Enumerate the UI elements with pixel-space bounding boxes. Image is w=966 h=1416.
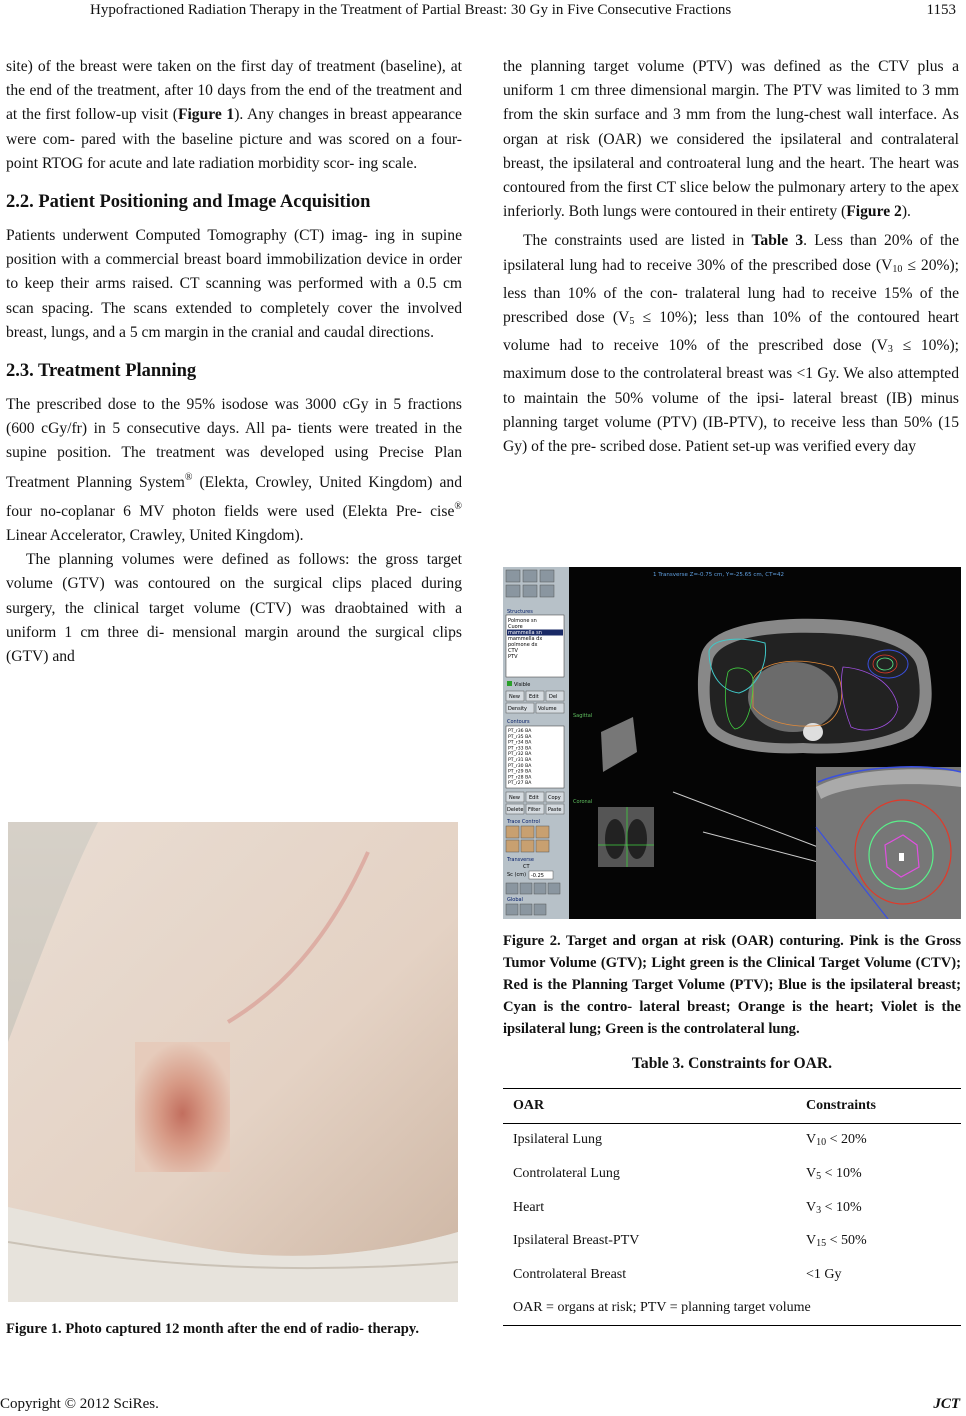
svg-text:Density: Density: [508, 706, 528, 712]
constraints-table: [503, 1088, 961, 1326]
table-row: [503, 1224, 961, 1258]
contour-item: PT_r35 BA: [508, 734, 532, 740]
svg-text:mammella dx: mammella dx: [508, 636, 543, 642]
paragraph: The constraints used are listed in Table 3. Less than 20% of the ipsilateral lung had to receive 30% of the prescribed dose $(V_{10} \le 20\%)$; less than 10% of the con- tralateral lung had to receive 15% of the prescribed dose $(V_5 \le 10\%)$; less than 10% of the contoured heart volume had to receive 10% of the prescribed dose $(V_3 \le 10\%)$; maximum dose to the controlateral breast was <1 Gy. We also attempted to maintain the 50% volume of the ipsi- lateral breast (IB) minus planning target volume (PTV) (IB-PTV), to receive less than 50% (15 Gy) of the pre- scribed dose. Patient set-up was verified every day: [503, 232, 960, 456]
paragraph: The prescribed dose to the 95% isodose was 3000 cGy in 5 fractions (600 cGy/fr) in 5 consecutive days. All pa- tients were treated in the supine position. The treatment was developed using Precise Plan Treatment Planning System® (Elekta, Crowley, United Kingdom) and four no-coplanar 6 MV photon fields were used (Elekta Pre- cise® Linear Accelerator, Crawley, United Kingdom).: [6, 396, 462, 545]
skin-photo-image: [8, 822, 458, 1302]
svg-text:Cuore: Cuore: [508, 624, 523, 630]
svg-text:Volume: Volume: [538, 706, 557, 712]
svg-text:Paste: Paste: [548, 807, 562, 813]
table-header-row: [503, 1089, 961, 1124]
contour-item: PT_r33 BA: [508, 746, 532, 752]
paragraph: site) of the breast were taken on the first day of treatment (baseline), at the end of the treatment, after 10 days from the end of the treatment and at the first follow-up visit (Figure 1). Any changes in breast appearance were com- pared with the baseline picture and was scored on a four- point RTOG for acute and late radiation morbidity scor- ing scale.: [6, 58, 462, 172]
figure-reference[interactable]: Figure 1: [177, 106, 235, 124]
svg-text:CTV: CTV: [508, 648, 518, 654]
svg-text:polmone dx: polmone dx: [508, 642, 538, 648]
table-reference[interactable]: Table 3: [751, 232, 804, 250]
paragraph: the planning target volume (PTV) was defined as the CTV plus a uniform 1 cm three dimensional margin. The PTV was limited to 3 mm from the skin surface and 3 mm from the lung-chest wall interface. As organ at risk (OAR) we considered the ipsilateral and contralateral breast, the ipsilateral and controateral lung and the heart. The heart was contoured from the first CT slice below the pulmonary artery to the apex inferiorly. Both lungs were contoured in their entirety (Figure 2).: [503, 58, 959, 221]
svg-text:Edit: Edit: [529, 795, 539, 801]
cell-constraint: $V_5 < 10\%$: [806, 1165, 862, 1182]
cell-constraint: <1 Gy: [806, 1266, 842, 1282]
coronal-view: [598, 807, 654, 867]
right-column: [503, 55, 959, 459]
svg-text:New: New: [509, 795, 520, 801]
table-row: [503, 1258, 961, 1292]
sagittal-label: Sagittal: [573, 713, 593, 719]
copyright: Copyright © 2012 SciRes.: [0, 1396, 159, 1412]
svg-text:New: New: [509, 694, 520, 700]
paragraph: The planning volumes were defined as follows: the gross target volume (GTV) was contoured on the surgical clips placed during surgery, the clinical target volume (CTV) was draobtained with a uniform 1 cm three di- mensional margin around the surgical clips (GTV) and: [6, 551, 462, 666]
planning-software-image: [503, 567, 961, 919]
sidebar-structures-label: Structures: [507, 609, 533, 615]
cell-oar: Controlateral Lung: [513, 1165, 620, 1181]
svg-text:Filter: Filter: [528, 807, 541, 813]
figure-1-caption: Figure 1. Photo captured 12 month after the end of radio- therapy.: [6, 1321, 420, 1337]
left-column: [6, 55, 462, 669]
running-title: Hypofractioned Radiation Therapy in the Treatment of Partial Breast: 30 Gy in Five Consecutive Fractions: [90, 2, 732, 18]
section-heading-2-2: 2.2. Patient Positioning and Image Acquisition: [6, 192, 371, 213]
svg-text:Del: Del: [549, 694, 558, 700]
cell-oar: Ipsilateral Lung: [513, 1132, 603, 1148]
svg-text:Sc (cm): Sc (cm): [507, 872, 527, 878]
coronal-label: Coronal: [573, 799, 593, 805]
svg-text:mammella sn: mammella sn: [508, 630, 542, 636]
cell-constraint: $V_{15} < 50\%$: [806, 1233, 867, 1250]
contour-item: PT_r34 BA: [508, 740, 532, 746]
section-heading-2-3: 2.3. Treatment Planning: [6, 361, 197, 382]
cell-oar: Controlateral Breast: [513, 1266, 627, 1282]
table-row: [503, 1123, 961, 1157]
running-header: [0, 0, 966, 30]
contour-item: PT_r36 BA: [508, 729, 532, 734]
cell-constraint: $V_{10} < 20\%$: [806, 1132, 867, 1149]
table-footnote: OAR = organs at risk; PTV = planning target volume: [513, 1300, 811, 1316]
figure-reference[interactable]: Figure 2: [846, 203, 902, 221]
page-number: 1153: [926, 2, 956, 18]
svg-text:Edit: Edit: [529, 694, 539, 700]
cell-oar: Ipsilateral Breast-PTV: [513, 1233, 640, 1249]
svg-text:PTV: PTV: [508, 654, 518, 660]
table-3-title: Table 3. Constraints for OAR.: [631, 1055, 833, 1072]
svg-text:Polmone sn: Polmone sn: [508, 618, 537, 624]
ct-axial-slice: [698, 619, 932, 754]
paragraph: Patients underwent Computed Tomography (CT) imag- ing in supine position with a commercial breast board immobilization device in order to keep their arms raised. CT scanning was performed with a 0.5 cm scan spacing. The scans extended to completely cover the involved breast, lungs, and a 5 cm margin in the cranial and caudal directions.: [6, 227, 462, 341]
contour-list: [508, 728, 532, 786]
figure-2-planning-screenshot: [503, 567, 961, 919]
table-footnote-row: [503, 1292, 961, 1326]
svg-text:Transverse: Transverse: [507, 857, 534, 863]
journal-abbrev: JCT: [933, 1396, 960, 1412]
slice-value: -0.25: [531, 873, 544, 879]
figure-2-caption: Figure 2. Target and organ at risk (OAR) conturing. Pink is the Gross Tumor Volume (GTV); Light green is the Clinical Target Volume (CTV); Red is the Planning Target Volume (PTV); Blue is the ipsilateral breast; Cyan is the contro- lateral breast; Orange is the heart; Violet is the ipsilateral lung; Green is the controlateral lung.: [503, 933, 961, 1037]
svg-text:Trace Control: Trace Control: [507, 819, 540, 825]
view-label: 1 Transverse Z=-0.75 cm, Y=-25.65 cm, CT=42: [653, 572, 785, 578]
contour-item: PT_r31 BA: [508, 758, 532, 763]
contour-item: PT_r27 BA: [508, 781, 532, 787]
zoomed-inset: [816, 767, 961, 919]
svg-text:Delete: Delete: [507, 807, 524, 813]
contour-item: PT_r29 BA: [508, 769, 532, 775]
contour-item: PT_r28 BA: [508, 775, 532, 781]
cell-oar: Heart: [513, 1199, 545, 1215]
figure-1-photo: [8, 822, 458, 1302]
svg-text:Global: Global: [507, 897, 523, 903]
contour-item: PT_r32 BA: [508, 752, 532, 758]
col-header-oar: OAR: [513, 1097, 545, 1113]
table-row: [503, 1157, 961, 1191]
cell-constraint: $V_3 < 10\%$: [806, 1199, 862, 1216]
col-header-constraints: Constraints: [806, 1097, 877, 1113]
table-row: [503, 1191, 961, 1225]
svg-text:CT: CT: [523, 864, 530, 870]
svg-text:Contours: Contours: [507, 719, 530, 725]
contour-item: PT_r30 BA: [508, 763, 532, 769]
svg-text:Visible: Visible: [514, 682, 531, 688]
svg-text:Copy: Copy: [548, 795, 561, 801]
